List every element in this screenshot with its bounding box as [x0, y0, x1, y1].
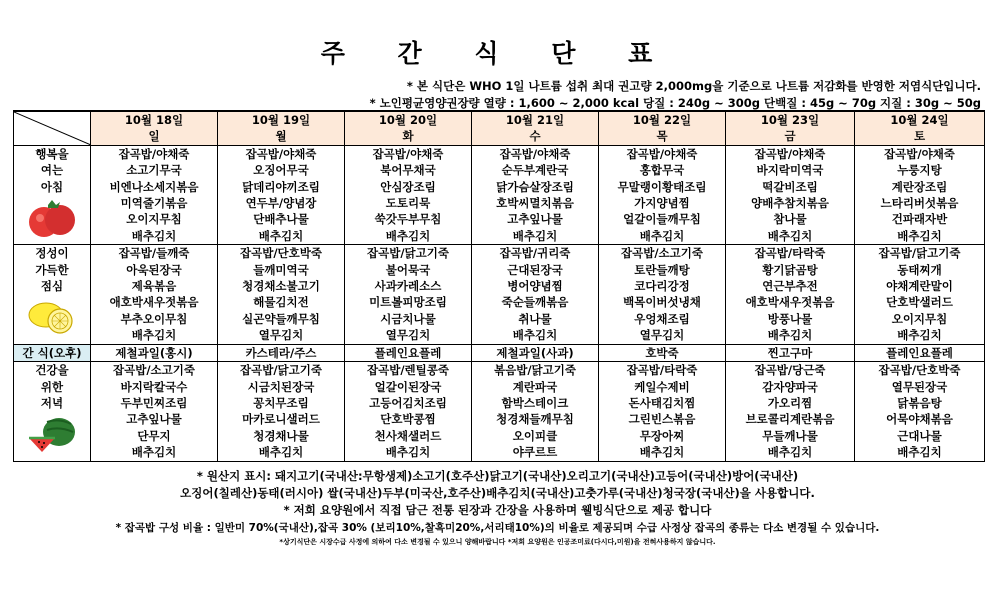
- menu-item: 배추김치: [599, 228, 726, 245]
- date-header: 10월 21일: [472, 111, 599, 128]
- lunch-label: [14, 245, 91, 344]
- lunch-row: [14, 262, 985, 278]
- menu-item: 제육볶음: [91, 278, 218, 294]
- menu-item: 그린빈스볶음: [599, 411, 726, 427]
- menu-item: 불어묵국: [345, 262, 472, 278]
- snack-label: 간 식(오후): [14, 344, 91, 361]
- day-header: 월: [218, 128, 345, 145]
- menu-item: 열무김치: [218, 327, 345, 344]
- menu-item: 코다리강정: [599, 278, 726, 294]
- menu-item: 케일수제비: [599, 379, 726, 395]
- lunch-label-line: 점심: [40, 279, 64, 294]
- dinner-row: [14, 411, 985, 427]
- menu-item: 시금치나물: [345, 311, 472, 327]
- menu-item: 잡곡밥/들깨죽: [91, 245, 218, 262]
- menu-item: 호박씨멸치볶음: [472, 195, 599, 211]
- menu-item: 아욱된장국: [91, 262, 218, 278]
- day-header: 목: [599, 128, 726, 145]
- day-header: 토: [855, 128, 985, 145]
- menu-item: 배추김치: [345, 444, 472, 461]
- menu-item: 잡곡밥/렌틸콩죽: [345, 362, 472, 379]
- menu-item: 잡곡밥/단호박죽: [855, 362, 985, 379]
- menu-item: 단무지: [91, 428, 218, 444]
- lunch-row: [14, 294, 985, 310]
- menu-item: 사과카레소스: [345, 278, 472, 294]
- menu-item: 무들깨나물: [726, 428, 855, 444]
- menu-item: 우엉채조림: [599, 311, 726, 327]
- day-row: [14, 128, 985, 145]
- menu-item: 배추김치: [91, 444, 218, 461]
- menu-item: 잡곡밥/소고기죽: [91, 362, 218, 379]
- lunch-row: [14, 278, 985, 294]
- menu-item: 오이피클: [472, 428, 599, 444]
- menu-item: 도토리묵: [345, 195, 472, 211]
- menu-item: 백목이버섯냉채: [599, 294, 726, 310]
- menu-item: 어묵야채볶음: [855, 411, 985, 427]
- menu-item: 잡곡밥/귀리죽: [472, 245, 599, 262]
- breakfast-row: [14, 162, 985, 178]
- header-corner: [14, 111, 91, 145]
- menu-item: 배추김치: [855, 444, 985, 461]
- breakfast-label-line: 여는: [40, 163, 64, 178]
- snack-item: 제철과일(홍시): [91, 344, 218, 361]
- menu-item: 열무김치: [599, 327, 726, 344]
- nutrition-note: * 노인평균영양권장량 열량 : 1,600 ~ 2,000 kcal 당질 : 240g ~ 300g 단백질 : 45g ~ 70g 지질 : 30g ~ 50g: [369, 96, 981, 110]
- menu-item: 누룽지탕: [855, 162, 985, 178]
- menu-item: 배추김치: [472, 228, 599, 245]
- menu-item: 병어양념찜: [472, 278, 599, 294]
- menu-item: 배추김치: [345, 228, 472, 245]
- menu-item: 청경채들깨무침: [472, 411, 599, 427]
- menu-item: 양배추참치볶음: [726, 195, 855, 211]
- menu-item: 근대된장국: [472, 262, 599, 278]
- grain-note: * 잡곡밥 구성 비율 : 일반미 70%(국내산),잡곡 30% (보리10%,찰흑미20%,서리태10%)의 비율로 제공되며 수급 사정상 잡곡의 종류는 다소 변경될 수 있습니다.: [115, 522, 880, 534]
- menu-item: 오징어무국: [218, 162, 345, 178]
- menu-item: 쑥갓두부무침: [345, 211, 472, 227]
- menu-item: 잡곡밥/야채죽: [345, 145, 472, 162]
- breakfast-label-line: 아침: [40, 179, 64, 194]
- menu-item: 배추김치: [726, 327, 855, 344]
- menu-item: 바지락미역국: [726, 162, 855, 178]
- menu-item: 청경채나물: [218, 428, 345, 444]
- menu-item: 열무된장국: [855, 379, 985, 395]
- menu-item: 북어무채국: [345, 162, 472, 178]
- menu-item: 천사채샐러드: [345, 428, 472, 444]
- menu-item: 감자양파국: [726, 379, 855, 395]
- menu-item: 닭가슴살장조림: [472, 179, 599, 195]
- menu-item: 참나물: [726, 211, 855, 227]
- breakfast-label: [14, 145, 91, 244]
- menu-item: 황기닭곰탕: [726, 262, 855, 278]
- dinner-label: [14, 362, 91, 461]
- origin-note-1: * 원산지 표시: 돼지고기(국내산:무항생제)소고기(호주산)닭고기(국내산)오리고기(국내산)고등어(국내산)방어(국내산): [196, 469, 799, 483]
- menu-item: 배추김치: [218, 228, 345, 245]
- menu-item: 잡곡밥/야채죽: [218, 145, 345, 162]
- menu-item: 계란장조림: [855, 179, 985, 195]
- dinner-label-line: 위한: [40, 379, 64, 394]
- menu-item: 돈사태김치찜: [599, 395, 726, 411]
- snack-row: [14, 344, 985, 361]
- disclaimer-note: *상기식단은 시장수급 사정에 의하여 다소 변경될 수 있으니 양해바랍니다 *저희 요양원은 인공조미료(다시다,미원)을 전혀사용하지 않습니다.: [279, 538, 716, 546]
- menu-item: 동태찌개: [855, 262, 985, 278]
- menu-item: 잡곡밥/야채죽: [599, 145, 726, 162]
- day-header: 일: [91, 128, 218, 145]
- dinner-row: [14, 444, 985, 461]
- menu-item: 닭볶음탕: [855, 395, 985, 411]
- menu-item: 단배추나물: [218, 211, 345, 227]
- menu-item: 잡곡밥/소고기죽: [599, 245, 726, 262]
- date-header: 10월 18일: [91, 111, 218, 128]
- menu-item: 건파래자반: [855, 211, 985, 227]
- snack-item: 카스테라/주스: [218, 344, 345, 361]
- menu-item: 방풍나물: [726, 311, 855, 327]
- date-header: 10월 19일: [218, 111, 345, 128]
- menu-item: 잡곡밥/단호박죽: [218, 245, 345, 262]
- lemon-icon: [26, 297, 78, 341]
- menu-item: 미트볼피망조림: [345, 294, 472, 310]
- menu-item: 들깨미역국: [218, 262, 345, 278]
- menu-item: 근대나물: [855, 428, 985, 444]
- menu-item: 닭데리야끼조림: [218, 179, 345, 195]
- menu-item: 죽순들깨볶음: [472, 294, 599, 310]
- menu-item: 잡곡밥/닭고기죽: [345, 245, 472, 262]
- day-header: 화: [345, 128, 472, 145]
- snack-item: 호박죽: [599, 344, 726, 361]
- menu-item: 연두부/양념장: [218, 195, 345, 211]
- menu-item: 야채계란말이: [855, 278, 985, 294]
- menu-item: 가오리찜: [726, 395, 855, 411]
- dinner-row: [14, 395, 985, 411]
- menu-item: 잡곡밥/당근죽: [726, 362, 855, 379]
- lunch-row: [14, 311, 985, 327]
- dinner-row: [14, 428, 985, 444]
- menu-item: 안심장조림: [345, 179, 472, 195]
- menu-item: 홍합무국: [599, 162, 726, 178]
- menu-item: 배추김치: [855, 228, 985, 245]
- menu-item: 잡곡밥/야채죽: [91, 145, 218, 162]
- menu-item: 잡곡밥/타락죽: [599, 362, 726, 379]
- lunch-row: [14, 245, 985, 262]
- snack-item: 플레인요플레: [345, 344, 472, 361]
- menu-item: 애호박새우젓볶음: [91, 294, 218, 310]
- menu-item: 소고기무국: [91, 162, 218, 178]
- menu-item: 배추김치: [855, 327, 985, 344]
- menu-item: 연근부추전: [726, 278, 855, 294]
- lunch-label-line: 가득한: [35, 262, 69, 277]
- breakfast-label-line: 행복을: [35, 146, 69, 161]
- menu-item: 고등어김치조림: [345, 395, 472, 411]
- breakfast-row: [14, 195, 985, 211]
- date-row: [14, 111, 985, 128]
- origin-note-2: 오징어(칠레산)동태(러시아) 쌀(국내산)두부(미국산,호주산)배추김치(국내산)고춧가루(국내산)청국장(국내산)을 사용합니다.: [180, 486, 815, 500]
- menu-item: 배추김치: [472, 327, 599, 344]
- menu-item: 잡곡밥/닭고기죽: [855, 245, 985, 262]
- menu-item: 토란들깨탕: [599, 262, 726, 278]
- menu-item: 오이지무침: [855, 311, 985, 327]
- menu-item: 애호박새우젓볶음: [726, 294, 855, 310]
- date-header: 10월 24일: [855, 111, 985, 128]
- weekly-menu-table: [13, 110, 985, 462]
- menu-item: 야쿠르트: [472, 444, 599, 461]
- menu-item: 마카로니샐러드: [218, 411, 345, 427]
- day-header: 금: [726, 128, 855, 145]
- menu-item: 청경채소불고기: [218, 278, 345, 294]
- snack-item: 플레인요플레: [855, 344, 985, 361]
- menu-item: 배추김치: [726, 228, 855, 245]
- day-header: 수: [472, 128, 599, 145]
- menu-item: 무말랭이황태조림: [599, 179, 726, 195]
- menu-item: 브로콜리계란볶음: [726, 411, 855, 427]
- menu-item: 가지양념찜: [599, 195, 726, 211]
- dinner-row: [14, 362, 985, 379]
- menu-item: 계란파국: [472, 379, 599, 395]
- menu-item: 두부민찌조림: [91, 395, 218, 411]
- menu-item: 열무김치: [345, 327, 472, 344]
- menu-item: 단호박샐러드: [855, 294, 985, 310]
- menu-item: 느타리버섯볶음: [855, 195, 985, 211]
- breakfast-row: [14, 179, 985, 195]
- menu-item: 오이지무침: [91, 211, 218, 227]
- menu-item: 해물김치전: [218, 294, 345, 310]
- snack-item: 찐고구마: [726, 344, 855, 361]
- dinner-row: [14, 379, 985, 395]
- menu-item: 순두부계란국: [472, 162, 599, 178]
- breakfast-row: [14, 145, 985, 162]
- menu-item: 취나물: [472, 311, 599, 327]
- menu-item: 실곤약들깨무침: [218, 311, 345, 327]
- tomato-icon: [26, 196, 78, 244]
- menu-item: 잡곡밥/닭고기죽: [218, 362, 345, 379]
- menu-item: 꽁치무조림: [218, 395, 345, 411]
- menu-item: 잡곡밥/야채죽: [855, 145, 985, 162]
- watermelon-icon: [25, 414, 79, 458]
- lunch-row: [14, 327, 985, 344]
- sodium-note: * 본 식단은 WHO 1일 나트륨 섭취 최대 권고량 2,000mg을 기준으로 나트륨 저감화를 반영한 저염식단입니다.: [406, 79, 981, 93]
- menu-item: 미역줄기볶음: [91, 195, 218, 211]
- dinner-label-line: 건강을: [35, 363, 69, 378]
- date-header: 10월 22일: [599, 111, 726, 128]
- menu-item: 무장아찌: [599, 428, 726, 444]
- menu-item: 배추김치: [218, 444, 345, 461]
- menu-item: 고추잎나물: [91, 411, 218, 427]
- menu-item: 단호박콩찜: [345, 411, 472, 427]
- sauce-note: * 저희 요양원에서 직접 담근 전통 된장과 간장을 사용하며 웰빙식단으로 제공 합니다: [283, 503, 712, 517]
- menu-item: 부추오이무침: [91, 311, 218, 327]
- menu-item: 배추김치: [91, 327, 218, 344]
- menu-item: 떡갈비조림: [726, 179, 855, 195]
- menu-item: 잡곡밥/타락죽: [726, 245, 855, 262]
- menu-item: 얼갈이된장국: [345, 379, 472, 395]
- breakfast-row: [14, 228, 985, 245]
- date-header: 10월 23일: [726, 111, 855, 128]
- menu-item: 배추김치: [91, 228, 218, 245]
- menu-item: 잡곡밥/야채죽: [726, 145, 855, 162]
- menu-item: 시금치된장국: [218, 379, 345, 395]
- snack-item: 제철과일(사과): [472, 344, 599, 361]
- page-title: 주 간 식 단 표: [320, 39, 675, 68]
- menu-item: 얼갈이들깨무침: [599, 211, 726, 227]
- dinner-label-line: 저녁: [40, 395, 64, 410]
- menu-item: 잡곡밥/야채죽: [472, 145, 599, 162]
- menu-item: 고추잎나물: [472, 211, 599, 227]
- lunch-label-line: 정성이: [35, 246, 69, 261]
- breakfast-row: [14, 211, 985, 227]
- date-header: 10월 20일: [345, 111, 472, 128]
- menu-item: 배추김치: [599, 444, 726, 461]
- menu-item: 함박스테이크: [472, 395, 599, 411]
- menu-item: 비엔나소세지볶음: [91, 179, 218, 195]
- menu-item: 배추김치: [726, 444, 855, 461]
- menu-item: 바지락칼국수: [91, 379, 218, 395]
- menu-item: 볶음밥/닭고기죽: [472, 362, 599, 379]
